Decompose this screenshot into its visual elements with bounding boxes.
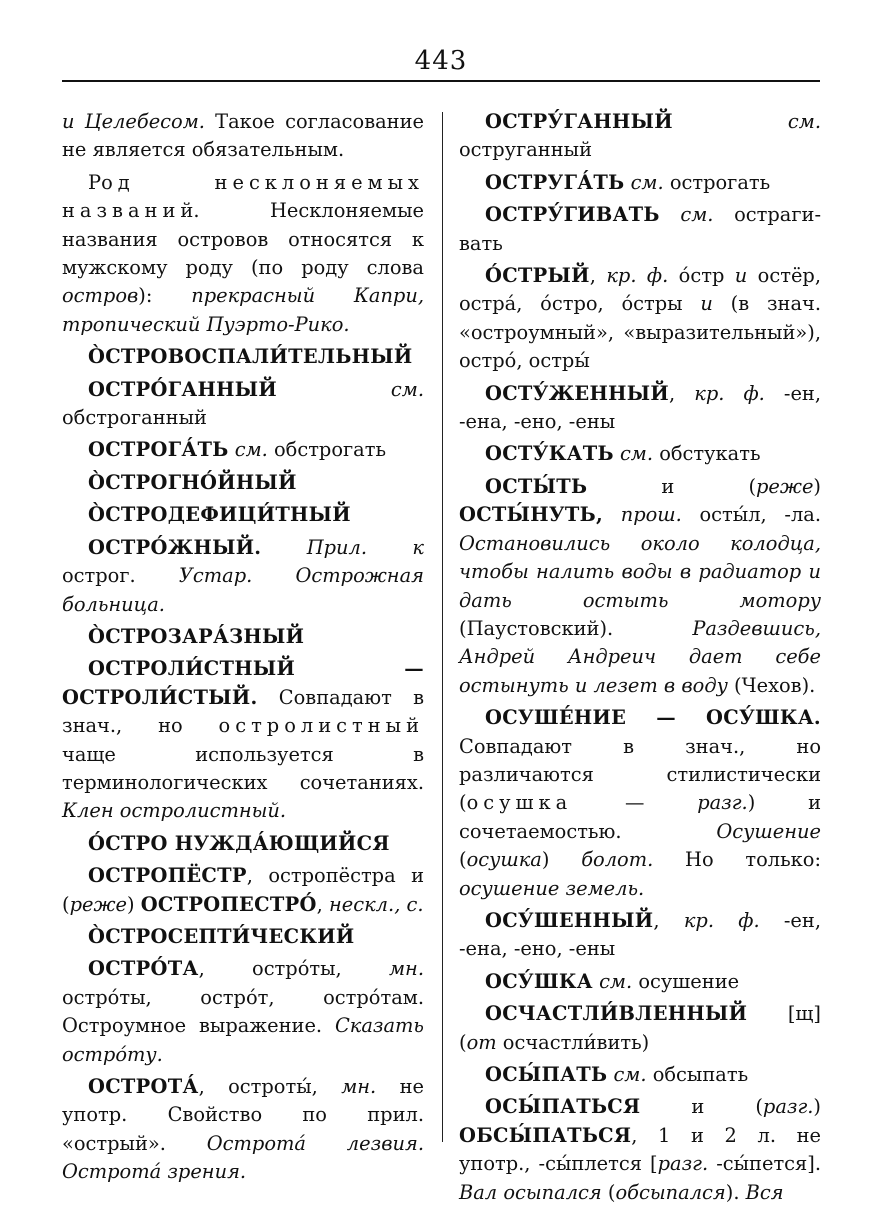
dictionary-entry: ОСТРО́ЖНЫЙ. Прил. к острог. Устар. Острожная больница. xyxy=(62,535,424,616)
dictionary-entry: О́СТРО НУЖДА́ЮЩИЙСЯ xyxy=(88,831,390,855)
dictionary-entry: О̀СТРОДЕФИЦИ́ТНЫЙ xyxy=(88,503,351,527)
dictionary-entry: ОСЫ́ПАТЬ см. обсыпать xyxy=(485,1063,749,1086)
dictionary-entry: О̀СТРОЗАРА́ЗНЫЙ xyxy=(88,624,305,648)
dictionary-entry: ОСТРОПЁСТР, остропёстра и (реже) ОСТРОПЕСТРО́, нескл., с. xyxy=(62,864,424,916)
entry-continuation: и Целебесом. Такое согласование не является обязательным. xyxy=(62,110,424,162)
dictionary-entry: ОСТРУ́ГИВАТЬ см. острагивать xyxy=(459,203,821,255)
dictionary-entry: ОСУШЕ́НИЕ — ОСУ́ШКА. Совпадают в знач., но различаются стилистически (осушка — разг.) и сочетаемостью. Осушение (осушка) болот. Но только: осушение земель. xyxy=(459,706,821,900)
page-number: 443 xyxy=(414,46,468,76)
header-rule xyxy=(62,80,820,82)
dictionary-entry: О̀СТРОВОСПАЛИ́ТЕЛЬНЫЙ xyxy=(88,345,413,369)
left-column xyxy=(62,108,424,1187)
dictionary-entry: Род несклоняемых названий. Несклоняемые названия островов относятся к мужскому роду (по роду слова остров): прекрасный Капри, тропический Пуэрто-Рико. xyxy=(62,170,424,336)
dictionary-entry: О́СТРЫЙ, кр. ф. о́стр и остёр, остра́, о́стро, о́стры и (в знач. «остроумный», «выразительный»), остро́, остры́ xyxy=(459,264,821,373)
dictionary-entry: ОСТУ́КАТЬ см. обстукать xyxy=(485,442,761,466)
dictionary-entry: ОСТУ́ЖЕННЫЙ, кр. ф. -ен, -ена, -ено, -ены xyxy=(459,381,822,434)
dictionary-entry: ОСЫ́ПАТЬСЯ и (разг.) ОБСЫ́ПАТЬСЯ, 1 и 2 л. не употр., -сы́плется [разг. -сы́пется]. Вал осыпался (обсыпался). Вся xyxy=(459,1095,821,1204)
dictionary-entry: ОСТРУГА́ТЬ см. острогать xyxy=(485,170,771,194)
dictionary-entry: ОСТЫ́ТЬ и (реже) ОСТЫ́НУТЬ, прош. осты́л, -ла. Остановились около колодца, чтобы налить воды в радиатор и дать остыть мотору (Паустовский). Раздевшись, Андрей Андреич дает себе остынуть и лезет в воду (Чехов). xyxy=(459,474,821,697)
dictionary-entry: ОСТРОТА́, остроты́, мн. не употр. Свойство по прил. «острый». Острота́ лезвия. Острота́ зрения. xyxy=(62,1075,424,1184)
dictionary-entry: ОСТРО́ТА, остро́ты, мн. остро́ты, остро́т, остро́там. Остроумное выражение. Сказать остро́ту. xyxy=(62,957,424,1066)
dictionary-entry: ОСТРО́ГАННЫЙ см. обстроганный xyxy=(62,377,424,430)
dictionary-entry: ОСУ́ШКА см. осушение xyxy=(485,969,740,993)
dictionary-entry: ОСУ́ШЕННЫЙ, кр. ф. -ен, -ена, -ено, -ены xyxy=(459,908,821,961)
dictionary-entry: ОСТРОГА́ТЬ см. обстрогать xyxy=(88,438,387,462)
dictionary-entry: О̀СТРОГНО́ЙНЫЙ xyxy=(88,470,297,494)
dictionary-entry: ОСЧАСТЛИ́ВЛЕННЫЙ [щ] (от осчастли́вить) xyxy=(459,1002,821,1054)
column-divider xyxy=(442,112,443,1142)
right-column xyxy=(459,108,821,1207)
dictionary-entry: ОСТРОЛИ́СТНЫЙ — ОСТРОЛИ́СТЫЙ. Совпадают в знач., но остролистный чаще используется в терминологических сочетаниях. Клен остролистный. xyxy=(62,657,424,823)
dictionary-entry: О̀СТРОСЕПТИ́ЧЕСКИЙ xyxy=(88,924,355,948)
dictionary-entry: ОСТРУ́ГАННЫЙ см. оструганный xyxy=(459,110,821,162)
